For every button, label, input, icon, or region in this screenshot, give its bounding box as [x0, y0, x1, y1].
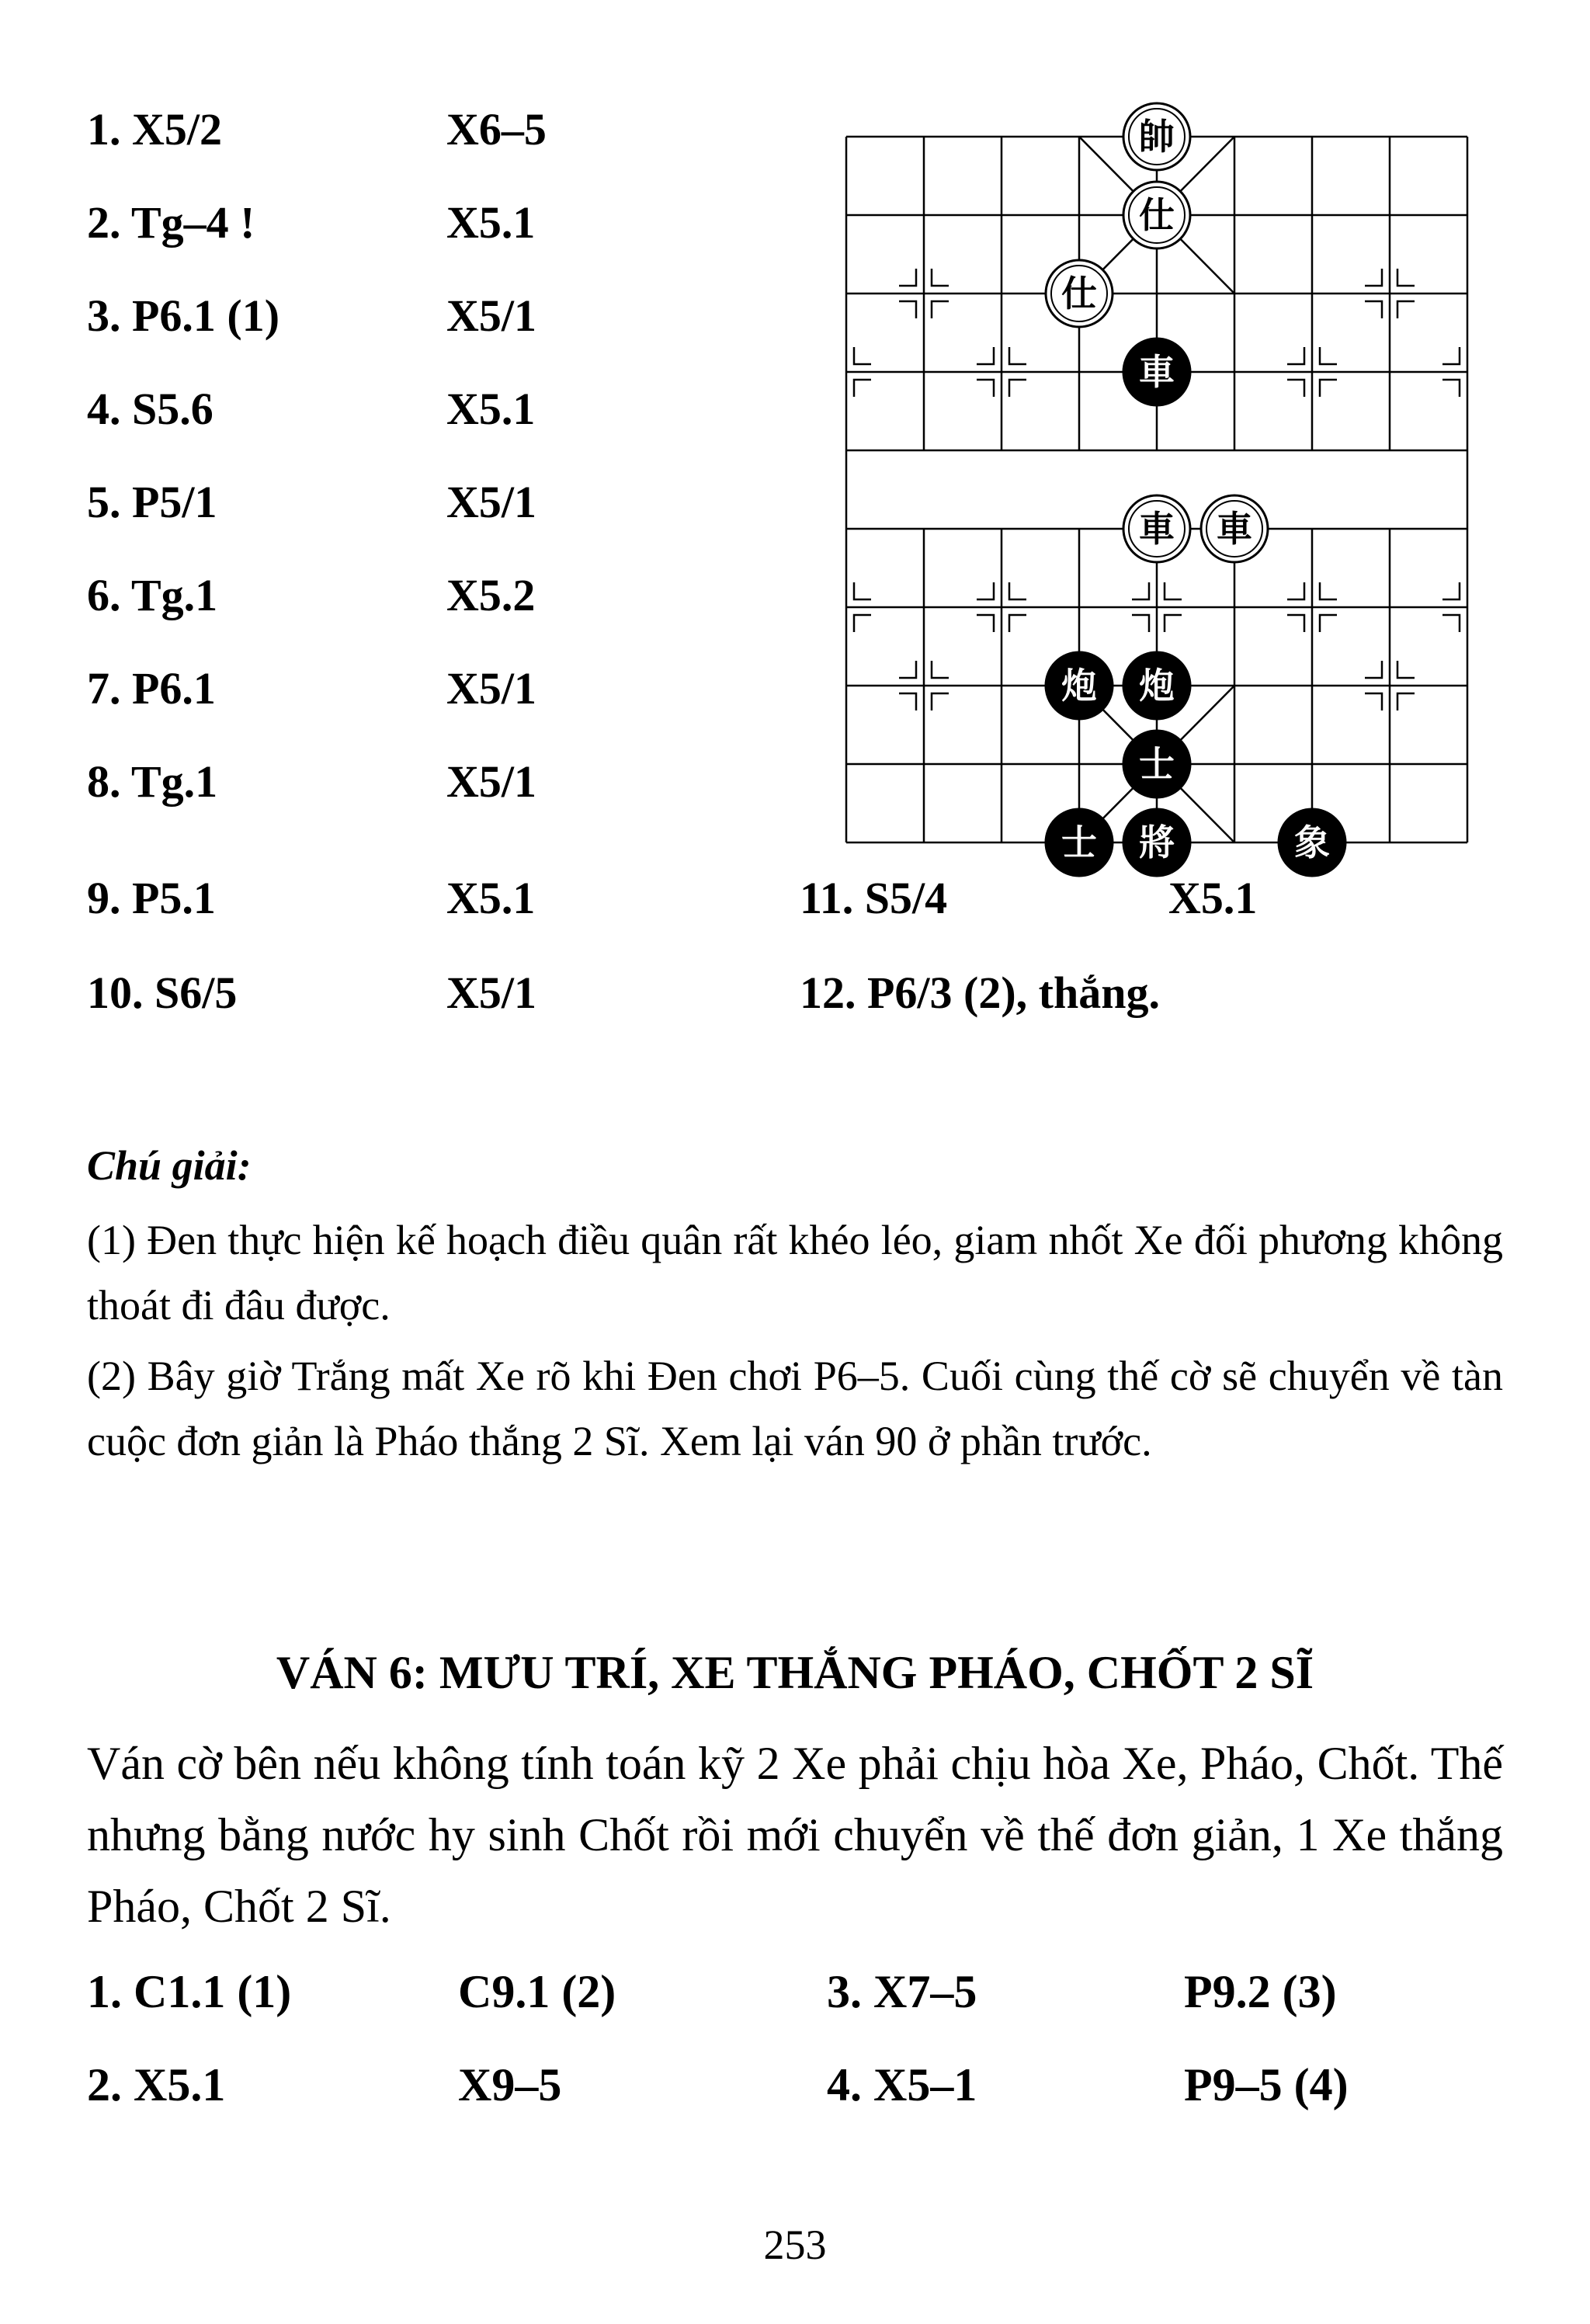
piece-glyph: 車 — [1217, 508, 1252, 550]
xiangqi-board-diagram — [815, 93, 1514, 885]
move-white: 3. P6.1 (1) — [87, 290, 280, 341]
move-white: 1. C1.1 (1) — [87, 1966, 292, 2017]
move-white: 4. S5.6 — [87, 384, 214, 434]
position-mark — [1397, 693, 1415, 710]
position-mark — [1009, 380, 1026, 397]
position-mark — [1320, 347, 1337, 364]
red-piece — [1123, 182, 1190, 248]
position-mark — [1442, 347, 1460, 364]
move-white: 9. P5.1 — [87, 873, 216, 923]
position-mark — [977, 380, 994, 397]
position-mark — [854, 347, 871, 364]
move-white: 1. X5/2 — [87, 104, 222, 155]
move-white: 10. S6/5 — [87, 967, 238, 1018]
position-mark — [899, 661, 916, 678]
black-piece — [1123, 339, 1190, 405]
move-black: P9.2 (3) — [1184, 1966, 1337, 2017]
position-mark — [932, 693, 949, 710]
position-mark — [1365, 661, 1382, 678]
red-piece — [1046, 260, 1113, 327]
black-piece — [1123, 731, 1190, 797]
move-white: 8. Tg.1 — [87, 756, 218, 807]
position-mark — [1320, 380, 1337, 397]
move-black: X5.1 — [446, 197, 536, 248]
position-mark — [977, 582, 994, 599]
black-piece — [1046, 809, 1113, 876]
move-black: X5.1 — [446, 384, 536, 434]
position-mark — [854, 380, 871, 397]
position-mark — [932, 269, 949, 286]
position-mark — [1442, 615, 1460, 632]
position-mark — [977, 347, 994, 364]
red-piece — [1201, 495, 1268, 562]
piece-glyph: 士 — [1061, 822, 1097, 863]
position-mark — [977, 615, 994, 632]
position-mark — [1165, 615, 1182, 632]
move-black: X5/1 — [446, 477, 536, 527]
piece-glyph: 仕 — [1139, 194, 1175, 236]
position-mark — [1165, 582, 1182, 599]
move-black: C9.1 (2) — [458, 1966, 616, 2017]
position-mark — [854, 582, 871, 599]
piece-glyph: 帥 — [1139, 116, 1175, 158]
piece-glyph: 將 — [1139, 822, 1175, 863]
move-white: 4. X5–1 — [827, 2059, 977, 2110]
position-mark — [932, 301, 949, 318]
position-mark — [1287, 347, 1304, 364]
move-black: X5/1 — [446, 756, 536, 807]
position-mark — [932, 661, 949, 678]
move-black: X9–5 — [458, 2059, 562, 2110]
position-mark — [854, 615, 871, 632]
piece-glyph: 象 — [1294, 822, 1330, 863]
position-mark — [1009, 582, 1026, 599]
position-mark — [1442, 582, 1460, 599]
note-1: (1) Đen thực hiện kế hoạch điều quân rất khéo léo, giam nhốt Xe đối phương không thoát đi đâu được. — [87, 1217, 1503, 1329]
page-number: 253 — [763, 2222, 827, 2268]
move-black: X6–5 — [446, 104, 547, 155]
position-mark — [1320, 615, 1337, 632]
move-black: X5.1 — [1168, 873, 1258, 923]
section-intro: Ván cờ bên nếu không tính toán kỹ 2 Xe phải chịu hòa Xe, Pháo, Chốt. Thế nhưng bằng nước hy sinh Chốt rồi mới chuyển về thế đơn giản, 1 Xe thắng Pháo, Chốt 2 Sĩ. — [87, 1738, 1503, 1932]
position-mark — [1287, 380, 1304, 397]
move-white: 2. X5.1 — [87, 2059, 226, 2110]
move-black: P9–5 (4) — [1184, 2059, 1349, 2110]
move-white: 12. P6/3 (2), thắng. — [800, 967, 1160, 1018]
move-black: X5/1 — [446, 967, 536, 1018]
move-black: X5.1 — [446, 873, 536, 923]
move-white: 6. Tg.1 — [87, 570, 218, 620]
move-white: 7. P6.1 — [87, 663, 216, 714]
note-2: (2) Bây giờ Trắng mất Xe rõ khi Đen chơi P6–5. Cuối cùng thế cờ sẽ chuyển về tàn cuộc đơn giản là Pháo thắng 2 Sĩ. Xem lại ván 90 ở phần trước. — [87, 1353, 1503, 1464]
move-white: 5. P5/1 — [87, 477, 217, 527]
red-piece — [1123, 495, 1190, 562]
piece-glyph: 仕 — [1061, 273, 1097, 314]
position-mark — [899, 269, 916, 286]
position-mark — [1132, 615, 1149, 632]
piece-glyph: 車 — [1139, 351, 1175, 393]
position-mark — [1009, 615, 1026, 632]
position-mark — [899, 301, 916, 318]
move-white: 11. S5/4 — [800, 873, 948, 923]
piece-glyph: 士 — [1139, 743, 1175, 785]
move-black: X5/1 — [446, 290, 536, 341]
black-piece — [1123, 652, 1190, 719]
position-mark — [1397, 661, 1415, 678]
move-black: X5.2 — [446, 570, 536, 620]
piece-glyph: 炮 — [1061, 665, 1097, 707]
move-white: 2. Tg–4 ! — [87, 197, 255, 248]
section-title: VÁN 6: MƯU TRÍ, XE THẮNG PHÁO, CHỐT 2 SĨ — [276, 1647, 1314, 1698]
position-mark — [1365, 269, 1382, 286]
position-mark — [1320, 582, 1337, 599]
piece-glyph: 車 — [1139, 508, 1175, 550]
move-white: 3. X7–5 — [827, 1966, 977, 2017]
position-mark — [1287, 582, 1304, 599]
black-piece — [1123, 809, 1190, 876]
position-mark — [1365, 301, 1382, 318]
black-piece — [1279, 809, 1345, 876]
position-mark — [1365, 693, 1382, 710]
position-mark — [1009, 347, 1026, 364]
move-black: X5/1 — [446, 663, 536, 714]
position-mark — [1397, 301, 1415, 318]
red-piece — [1123, 103, 1190, 170]
position-mark — [899, 693, 916, 710]
black-piece — [1046, 652, 1113, 719]
piece-glyph: 炮 — [1139, 665, 1175, 707]
notes-heading: Chú giải: — [87, 1142, 252, 1189]
position-mark — [1442, 380, 1460, 397]
position-mark — [1397, 269, 1415, 286]
position-mark — [1287, 615, 1304, 632]
position-mark — [1132, 582, 1149, 599]
